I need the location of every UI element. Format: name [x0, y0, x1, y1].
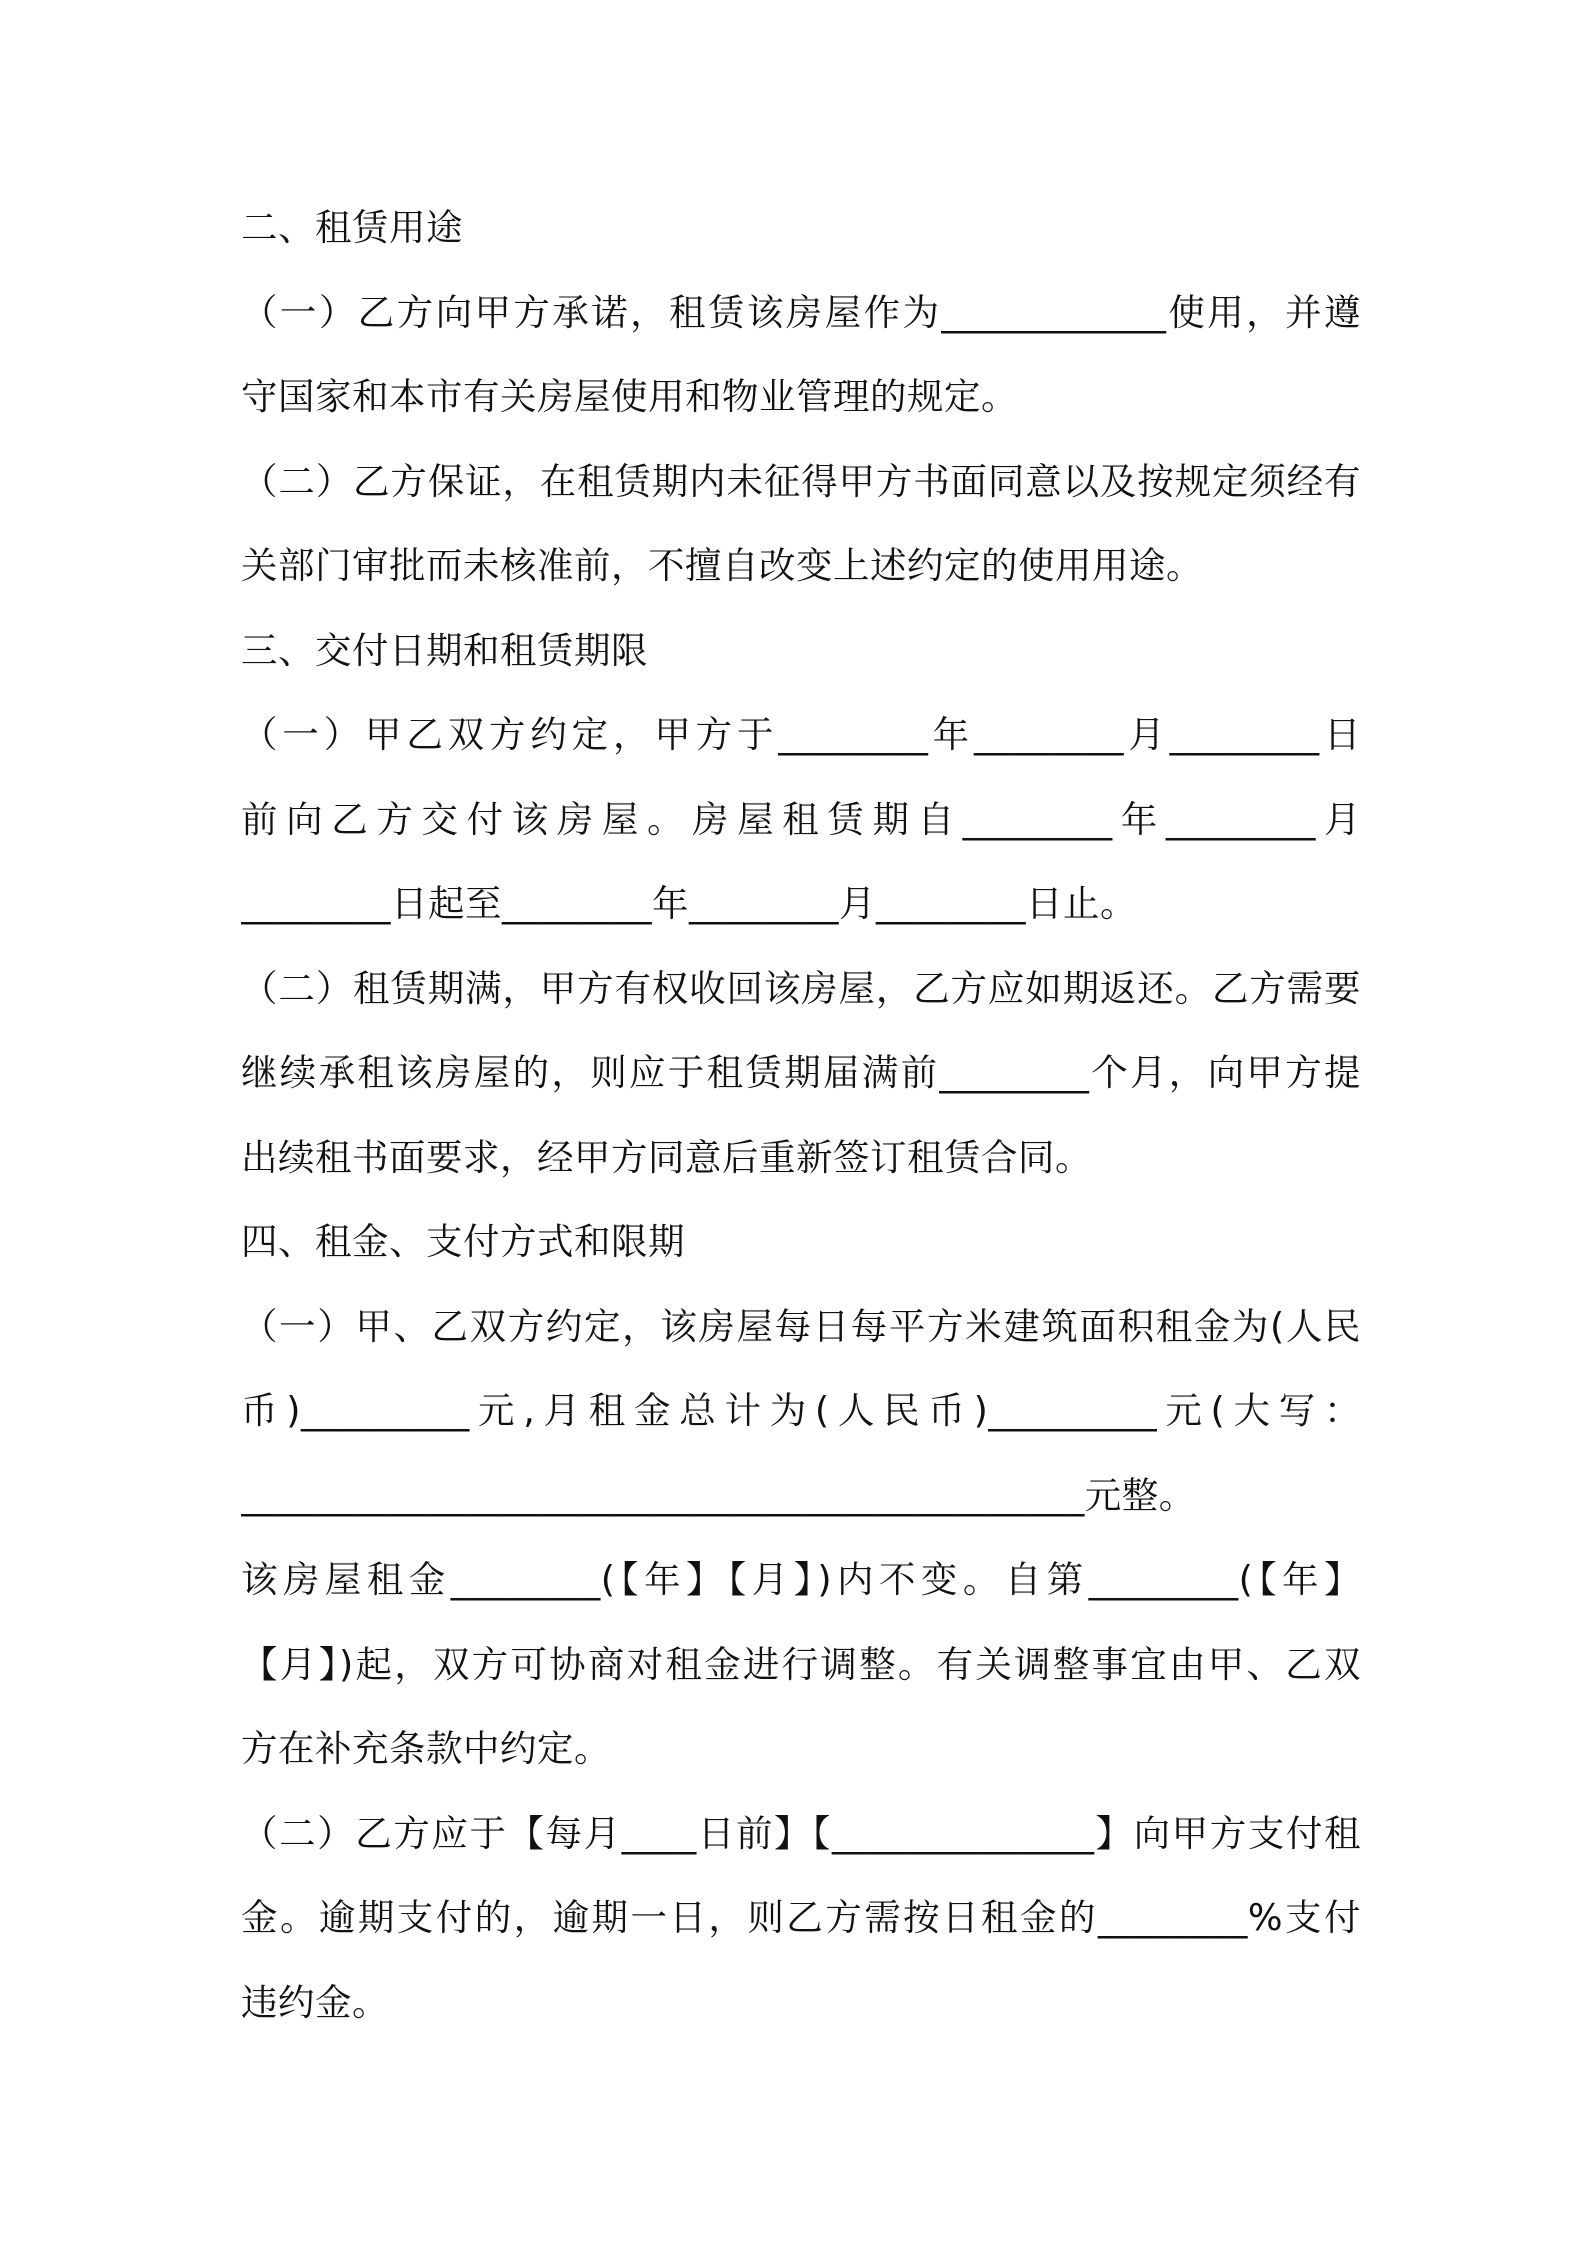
paragraph-line: 守国家和本市有关房屋使用和物业管理的规定。: [241, 375, 1018, 418]
paragraph-line: 违约金。: [241, 1981, 389, 2024]
section-heading-delivery-term: 三、交付日期和租赁期限: [241, 629, 648, 672]
paragraph-line: （二）租赁期满，甲方有权收回该房屋，乙方应如期返还。乙方需要: [241, 967, 1361, 1010]
paragraph-line: 方在补充条款中约定。: [241, 1727, 611, 1770]
paragraph-line: （一）甲乙双方约定，甲方于________年________月________日: [241, 713, 1361, 756]
paragraph-line: （一）乙方向甲方承诺，租赁该房屋作为____________使用，并遵: [241, 291, 1361, 334]
paragraph-line: 金。逾期支付的，逾期一日，则乙方需按日租金的________%支付: [241, 1896, 1361, 1939]
paragraph-line: ________日起至________年________月________日止。: [241, 882, 1137, 925]
section-heading-lease-purpose: 二、租赁用途: [241, 206, 463, 249]
paragraph-line: 【月】)起，双方可协商对租金进行调整。有关调整事宜由甲、乙双: [241, 1643, 1361, 1686]
paragraph-line: 币)_________元,月租金总计为(人民币)_________元(大写：: [241, 1389, 1361, 1432]
paragraph-line: 继续承租该房屋的，则应于租赁期届满前________个月，向甲方提: [241, 1051, 1361, 1094]
paragraph-line: 该房屋租金________(【年】【月】)内不变。自第________(【年】: [241, 1558, 1361, 1601]
paragraph-line: （二）乙方保证，在租赁期内未征得甲方书面同意以及按规定须经有: [241, 460, 1361, 503]
section-heading-rent-payment: 四、租金、支付方式和限期: [241, 1220, 685, 1263]
paragraph-line: 出续租书面要求，经甲方同意后重新签订租赁合同。: [241, 1136, 1092, 1179]
paragraph-line: （二）乙方应于【每月____日前】【______________】向甲方支付租: [241, 1812, 1361, 1855]
paragraph-line: 关部门审批而未核准前，不擅自改变上述约定的使用用途。: [241, 544, 1203, 587]
paragraph-line: （一）甲、乙双方约定，该房屋每日每平方米建筑面积租金为(人民: [241, 1305, 1361, 1348]
paragraph-line: _____________________________________________元整。: [241, 1474, 1196, 1517]
paragraph-line: 前向乙方交付该房屋。房屋租赁期自________年________月: [241, 798, 1361, 841]
